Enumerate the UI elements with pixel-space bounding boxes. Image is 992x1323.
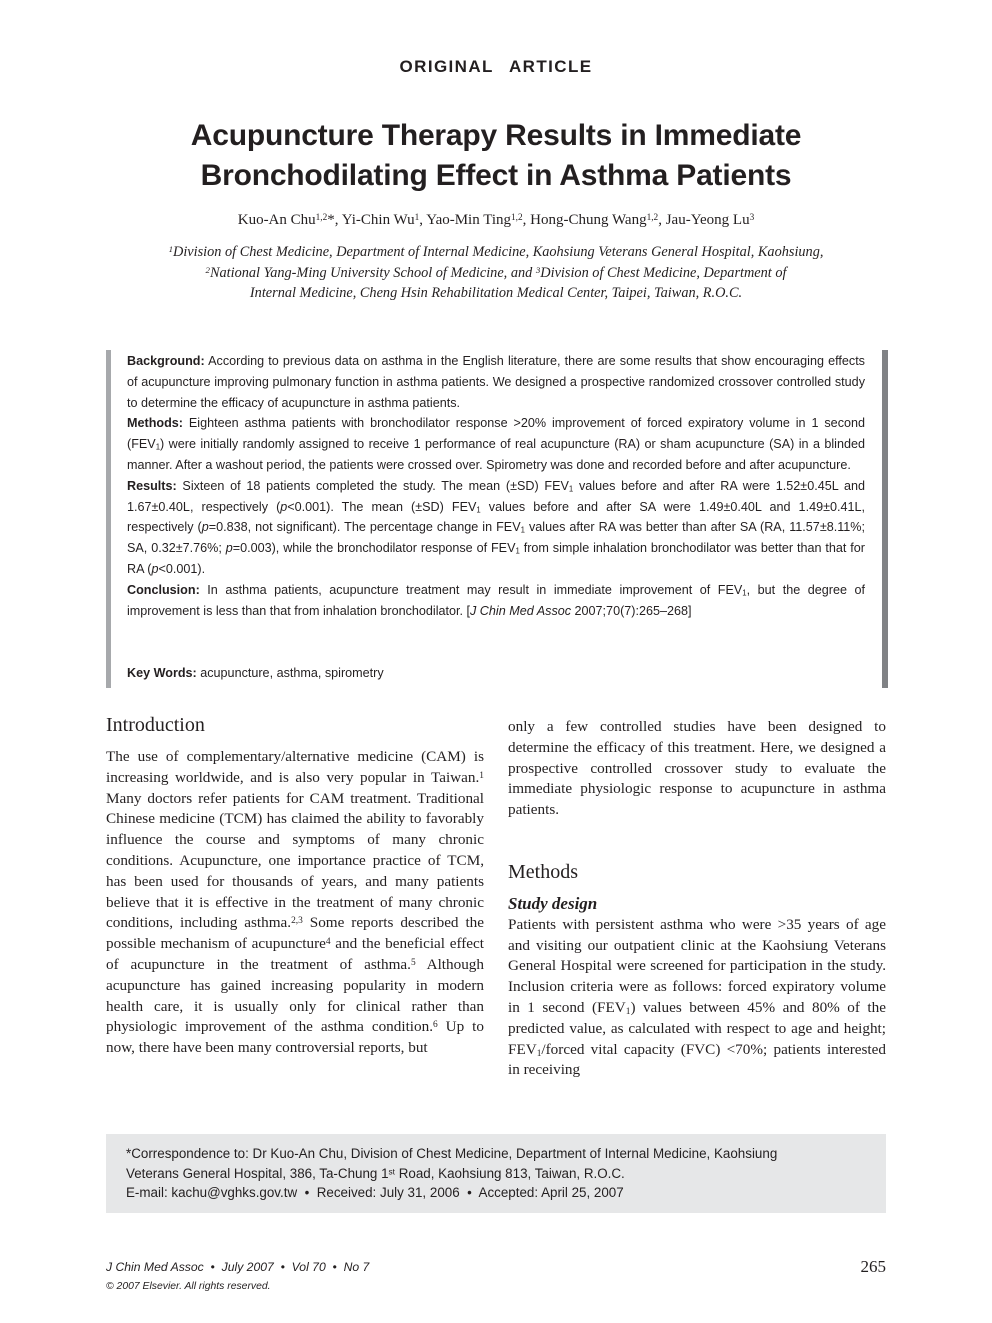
abstract-text: <0.001). [158,561,206,576]
abstract-label: Conclusion: [127,582,200,597]
body-text: Although acupuncture has gained increasing popularity in modern health care, it is usually only for clinical rather than physiologic improvement of the asthma condition. [106,955,484,1036]
subscript: 1 [155,442,161,452]
correspondence-box [106,1134,886,1213]
subscript: 1 [742,588,747,598]
abstract-label: Methods: [127,416,183,431]
correspondence-line: *Correspondence to: Dr Kuo-An Chu, Division of Chest Medicine, Department of Internal Medicine, Kaohsiung [126,1146,778,1161]
abstract-text: ) were initially randomly assigned to receive 1 performance of real acupuncture (RA) or sham acupuncture (SA) in a blinded manner. After a washout period, the patients were crossed over. Spirometry was done and recorded before and after acupuncture. [127,437,865,472]
page-number: 265 [860,1257,886,1276]
subscript: 1 [520,525,525,535]
abstract-conclusion [127,580,865,622]
correspondence-line [126,1164,876,1184]
article-title [96,116,896,196]
affiliations [96,242,896,304]
p-symbol: p [280,499,288,514]
corr-text: Veterans General Hospital, 386, Ta-Chung 1 [126,1165,389,1181]
citation-ref[interactable]: 4 [325,936,331,947]
author-affil-sup: 1,2 [315,212,328,223]
abstract-body [127,351,865,621]
copyright: © 2007 Elsevier. All rights reserved. [106,1281,271,1292]
p-symbol: p [225,541,233,556]
abstract-text: =0.003), while the bronchodilator response of FEV [232,541,516,556]
author-name: Yi-Chin Wu [341,212,415,228]
methods-heading: Methods [508,860,578,883]
p-symbol: p [151,561,159,576]
citation-ref[interactable]: 2,3 [291,916,303,927]
intro-paragraph-continued: only a few controlled studies have been designed to determine the efficacy of this treatment. Here, we designed a prospective controlled crossover study to evaluate the immediate physiologic response to acupuncture in asthma patients. [508,718,886,819]
abstract-text: Eighteen asthma patients with bronchodilator response >20% improvement of forced expiratory volume in 1 second (FEV [127,416,865,452]
affil-text: National Yang-Ming University School of Medicine, and [209,264,533,281]
author-affil-sup: 1 [414,212,420,223]
abstract-label: Key Words: [127,666,197,680]
abstract-background [127,351,865,413]
affil-sup: 1 [168,244,173,255]
abstract-box [106,350,888,688]
footer-journal: J Chin Med Assoc [106,1260,204,1274]
separator: • [210,1260,215,1274]
correspondence-line [126,1183,876,1203]
separator: • [332,1260,337,1274]
citation-ref[interactable]: 6 [433,1020,438,1031]
abstract-left-bar [106,350,111,688]
title-line-2: Bronchodilating Effect in Asthma Patients [200,159,792,192]
body-text: Many doctors refer patients for CAM treatment. Traditional Chinese medicine (TCM) has claimed the ability to favorably influence the course and symptoms of many chronic conditions. Acupuncture, one importance practice of TCM, has been used for thousands of years, and many patients believe that it is effective in the treatment of many chronic conditions, including asthma. [106,789,484,932]
footer-number: No 7 [343,1260,370,1274]
body-text: Up to now, there have been many controversial reports, but [106,1018,484,1057]
email[interactable]: E-mail: kachu@vghks.gov.tw [126,1185,298,1200]
author-affil-sup: 1,2 [511,212,523,223]
abstract-results [127,476,865,580]
abstract-label: Background: [127,354,205,368]
ordinal-sup: st [388,1165,395,1176]
separator: • [280,1260,285,1274]
study-design-subheading: Study design [508,893,598,913]
abstract-label: Results: [127,478,177,493]
section-label: ORIGINAL ARTICLE [399,57,593,76]
citation-ref[interactable]: 1 [479,770,484,781]
affil-text: Internal Medicine, Cheng Hsin Rehabilitation Medical Center, Taipei, Taiwan, R.O.C. [249,285,743,301]
abstract-text: In asthma patients, acupuncture treatment may result in immediate improvement of FEV [207,582,743,597]
subscript: 1 [515,546,520,556]
body-text: /forced vital capacity (FVC) <70%; patients interested in receiving [508,1040,886,1079]
body-text: and the beneficial effect of acupuncture in the treatment of asthma. [106,935,484,973]
title-line-1: Acupuncture Therapy Results in Immediate [190,119,802,152]
author-name: Kuo-An Chu [237,212,316,228]
corr-text: Road, Kaohsiung 813, Taiwan, R.O.C. [395,1165,625,1181]
right-column [508,717,886,1081]
abstract-text: values after RA was better than after SA (RA, 11.57±8.11%; SA, 0.32±7.76%; [127,520,865,556]
subscript: 1 [476,505,481,515]
abstract-text: 2007;70(7):265–268] [571,603,692,618]
affil-sup: 2 [205,264,210,275]
abstract-text: =0.838, not significant). The percentage change in FEV [208,520,521,535]
intro-paragraph [106,747,484,1059]
author-list: Kuo-An Chu$^{1,2}$*, Yi-Chin Wu$^1$, Yao-Min Ting$^{1,2}$, Hong-Chung Wang$^{1,2}$, Jau-Yeong Lu$^3$ [237,212,755,228]
accepted-date: Accepted: April 25, 2007 [478,1185,624,1200]
body-text: Patients with persistent asthma who were >35 years of age and visiting our outpatient clinic at the Kaohsiung Veterans General Hospital were screened for participation in the study. Inclusion criteria were as follows: forced expiratory volume in 1 second (FEV [508,915,886,1016]
abstract-text: <0.001). The mean (±SD) FEV [287,499,477,514]
methods-paragraph [508,915,886,1081]
key-words [127,666,384,680]
footer-volume: Vol 70 [291,1260,326,1274]
separator: • [467,1185,472,1200]
subscript: 1 [536,1048,542,1059]
p-symbol: p [201,520,209,535]
abstract-text: from simple inhalation bronchodilator was better than that for RA ( [127,541,865,576]
introduction-heading: Introduction [106,714,205,736]
affil-text: Division of Chest Medicine, Department of Internal Medicine, Kaohsiung Veterans General Hospital, Kaohsiung, [173,244,824,260]
subscript: 1 [625,1006,631,1017]
affil-sup: 3 [535,264,541,275]
affil-text: Division of Chest Medicine, Department of [540,264,787,281]
body-text: ) values between 45% and 80% of the predicted value, as calculated with respect to age and height; FEV [508,998,886,1058]
received-date: Received: July 31, 2006 [316,1185,460,1200]
abstract-right-bar [882,350,888,688]
author-affil-sup: 1,2 [646,212,659,223]
footer-citation [106,1260,369,1274]
correspondence-text [126,1144,876,1203]
abstract-text: values before and after SA were 1.49±0.40L and 1.49±0.41L, respectively ( [127,499,865,535]
body-text: The use of complementary/alternative medicine (CAM) is increasing worldwide, and is also very popular in Taiwan. [106,748,484,786]
body-text: Some reports described the possible mechanism of acupuncture [106,914,484,953]
separator: • [304,1185,310,1200]
keywords-text: acupuncture, asthma, spirometry [200,666,384,680]
subscript: 1 [568,484,574,494]
author-name: Hong-Chung Wang [530,212,647,228]
author-name: Jau-Yeong Lu [665,212,750,228]
abstract-text: Sixteen of 18 patients completed the study. The mean (±SD) FEV [182,478,569,493]
abstract-text: values before and after RA were 1.52±0.45L and 1.67±0.40L, respectively ( [127,478,866,514]
abstract-text: According to previous data on asthma in the English literature, there are some results that show encouraging effects of acupuncture improving pulmonary function in asthma patients. We designed a prospective randomized crossover controlled study to determine the efficacy of acupuncture in asthma patients. [127,354,865,410]
abstract-text: , but the degree of improvement is less than that from inhalation bronchodilator. [ [127,582,865,618]
left-column [106,747,484,1059]
journal-abbrev: J Chin Med Assoc [470,603,572,618]
citation-ref[interactable]: 5 [410,957,416,968]
footer-date: July 2007 [221,1260,274,1274]
corresponding-mark: * [327,212,335,228]
author-affil-sup: 3 [749,212,755,223]
abstract-methods [127,413,865,475]
author-name: Yao-Min Ting [426,212,512,228]
